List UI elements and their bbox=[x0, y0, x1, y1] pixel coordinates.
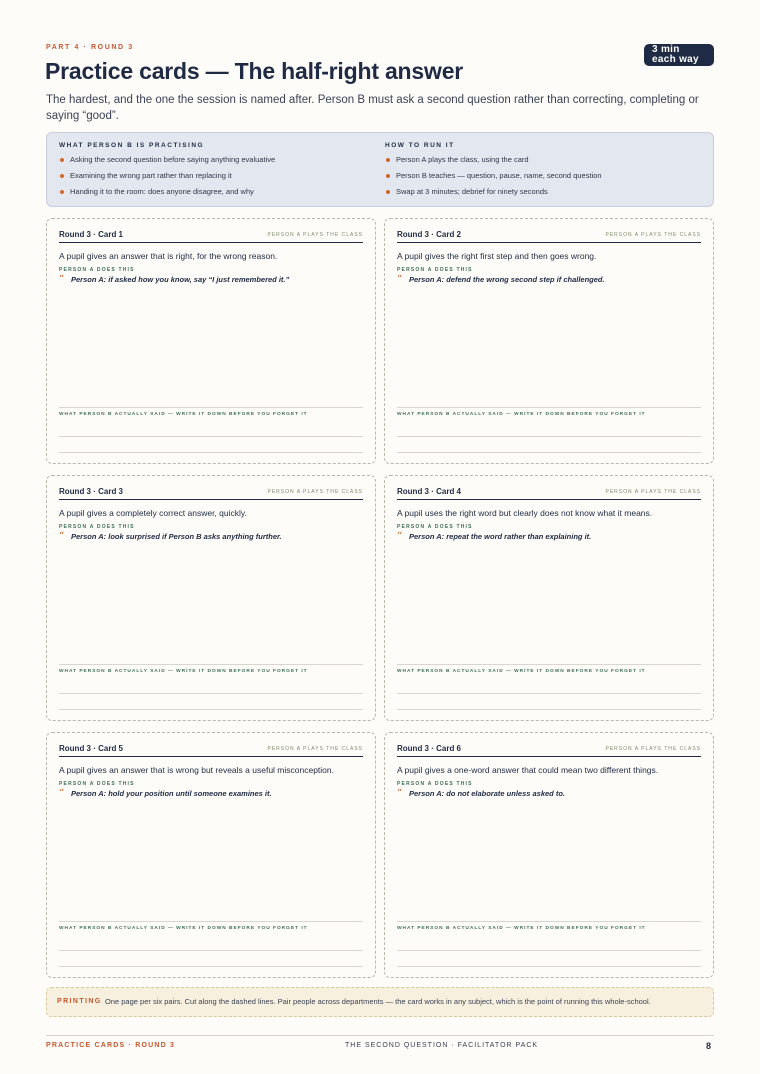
write-down-label: WHAT PERSON B ACTUALLY SAID — WRITE IT DOWN BEFORE YOU FORGET IT bbox=[397, 412, 646, 417]
printing-label: PRINTING bbox=[57, 998, 102, 1005]
quote-icon: “ bbox=[59, 788, 65, 799]
writing-line bbox=[59, 966, 363, 967]
quote-icon: “ bbox=[59, 531, 65, 542]
quote-icon: “ bbox=[59, 274, 65, 285]
time-badge: 3 min each way bbox=[644, 44, 714, 66]
how-to-run-column bbox=[385, 142, 602, 203]
practising-list bbox=[59, 155, 275, 203]
card-tag: PERSON A PLAYS THE CLASS bbox=[605, 232, 701, 238]
practising-heading: WHAT PERSON B IS PRACTISING bbox=[59, 142, 205, 149]
does-this-label: PERSON A DOES THIS bbox=[59, 524, 135, 530]
list-item: Person B teaches — question, pause, name, second question bbox=[385, 171, 602, 187]
practice-card-6 bbox=[384, 732, 714, 978]
writing-line bbox=[59, 709, 363, 710]
list-item: Person A plays the class, using the card bbox=[385, 155, 602, 171]
list-item: Examining the wrong part rather than replacing it bbox=[59, 171, 275, 187]
writing-line bbox=[397, 709, 701, 710]
divider bbox=[397, 921, 701, 922]
intro-text: The hardest, and the one the session is named after. Person B must ask a second question rather than correcting, completing or saying “good”. bbox=[46, 94, 699, 122]
footer-document-title: THE SECOND QUESTION · FACILITATOR PACK bbox=[345, 1042, 539, 1049]
card-instruction: Person A: hold your position until someone examines it. bbox=[71, 789, 272, 798]
printing-text: One page per six pairs. Cut along the dashed lines. Pair people across departments — the card works in any subject, which is the point of running this whole-school. bbox=[105, 997, 651, 1006]
card-prompt: A pupil gives an answer that is right, for the wrong reason. bbox=[59, 251, 278, 261]
does-this-label: PERSON A DOES THIS bbox=[397, 267, 473, 273]
practice-card-3 bbox=[46, 475, 376, 721]
writing-line bbox=[397, 452, 701, 453]
divider bbox=[59, 664, 363, 665]
does-this-label: PERSON A DOES THIS bbox=[397, 781, 473, 787]
card-title: Round 3 · Card 3 bbox=[59, 487, 124, 496]
card-header bbox=[397, 486, 701, 500]
page-number: 8 bbox=[706, 1041, 712, 1051]
card-tag: PERSON A PLAYS THE CLASS bbox=[267, 489, 363, 495]
list-item: Handing it to the room: does anyone disagree, and why bbox=[59, 187, 275, 203]
card-prompt: A pupil gives a completely correct answer, quickly. bbox=[59, 508, 247, 518]
card-title: Round 3 · Card 1 bbox=[59, 230, 124, 239]
writing-line bbox=[59, 950, 363, 951]
card-prompt: A pupil gives the right first step and then goes wrong. bbox=[397, 251, 597, 261]
card-instruction: Person A: repeat the word rather than explaining it. bbox=[409, 532, 592, 541]
practice-card-2 bbox=[384, 218, 714, 464]
divider bbox=[59, 921, 363, 922]
list-item: Swap at 3 minutes; debrief for ninety seconds bbox=[385, 187, 602, 203]
write-down-label: WHAT PERSON B ACTUALLY SAID — WRITE IT DOWN BEFORE YOU FORGET IT bbox=[59, 412, 308, 417]
card-header bbox=[397, 743, 701, 757]
does-this-label: PERSON A DOES THIS bbox=[59, 267, 135, 273]
quote-icon: “ bbox=[397, 274, 403, 285]
page-title: Practice cards — The half-right answer bbox=[45, 58, 464, 84]
practice-card-5 bbox=[46, 732, 376, 978]
info-box bbox=[46, 132, 714, 207]
divider bbox=[59, 407, 363, 408]
write-down-label: WHAT PERSON B ACTUALLY SAID — WRITE IT DOWN BEFORE YOU FORGET IT bbox=[397, 669, 646, 674]
card-title: Round 3 · Card 5 bbox=[59, 744, 124, 753]
card-header bbox=[397, 229, 701, 243]
writing-line bbox=[397, 693, 701, 694]
card-instruction: Person A: look surprised if Person B asks anything further. bbox=[71, 532, 282, 541]
how-to-run-heading: HOW TO RUN IT bbox=[385, 142, 455, 149]
card-tag: PERSON A PLAYS THE CLASS bbox=[605, 489, 701, 495]
divider bbox=[397, 407, 701, 408]
writing-line bbox=[397, 436, 701, 437]
quote-icon: “ bbox=[397, 531, 403, 542]
card-title: Round 3 · Card 6 bbox=[397, 744, 462, 753]
card-header bbox=[59, 743, 363, 757]
printing-note bbox=[46, 987, 714, 1017]
card-instruction: Person A: if asked how you know, say “I just remembered it.” bbox=[71, 275, 290, 284]
write-down-label: WHAT PERSON B ACTUALLY SAID — WRITE IT DOWN BEFORE YOU FORGET IT bbox=[397, 926, 646, 931]
card-tag: PERSON A PLAYS THE CLASS bbox=[267, 232, 363, 238]
writing-line bbox=[59, 452, 363, 453]
how-to-run-list bbox=[385, 155, 602, 203]
card-header bbox=[59, 486, 363, 500]
card-prompt: A pupil gives a one-word answer that could mean two different things. bbox=[397, 765, 659, 775]
write-down-label: WHAT PERSON B ACTUALLY SAID — WRITE IT DOWN BEFORE YOU FORGET IT bbox=[59, 926, 308, 931]
practising-column bbox=[59, 142, 275, 203]
list-item: Asking the second question before saying anything evaluative bbox=[59, 155, 275, 171]
card-header bbox=[59, 229, 363, 243]
divider bbox=[397, 664, 701, 665]
card-tag: PERSON A PLAYS THE CLASS bbox=[605, 746, 701, 752]
card-prompt: A pupil gives an answer that is wrong but reveals a useful misconception. bbox=[59, 765, 334, 775]
practice-card-1 bbox=[46, 218, 376, 464]
quote-icon: “ bbox=[397, 788, 403, 799]
writing-line bbox=[397, 950, 701, 951]
card-prompt: A pupil uses the right word but clearly does not know what it means. bbox=[397, 508, 653, 518]
writing-line bbox=[397, 966, 701, 967]
card-title: Round 3 · Card 4 bbox=[397, 487, 462, 496]
does-this-label: PERSON A DOES THIS bbox=[397, 524, 473, 530]
footer-section-label: PRACTICE CARDS · ROUND 3 bbox=[46, 1042, 176, 1049]
card-tag: PERSON A PLAYS THE CLASS bbox=[267, 746, 363, 752]
writing-line bbox=[59, 436, 363, 437]
card-instruction: Person A: defend the wrong second step if challenged. bbox=[409, 275, 605, 284]
card-title: Round 3 · Card 2 bbox=[397, 230, 462, 239]
card-instruction: Person A: do not elaborate unless asked to. bbox=[409, 789, 566, 798]
part-label: PART 4 · ROUND 3 bbox=[46, 44, 134, 51]
does-this-label: PERSON A DOES THIS bbox=[59, 781, 135, 787]
practice-card-4 bbox=[384, 475, 714, 721]
writing-line bbox=[59, 693, 363, 694]
footer-divider bbox=[46, 1035, 714, 1036]
write-down-label: WHAT PERSON B ACTUALLY SAID — WRITE IT DOWN BEFORE YOU FORGET IT bbox=[59, 669, 308, 674]
